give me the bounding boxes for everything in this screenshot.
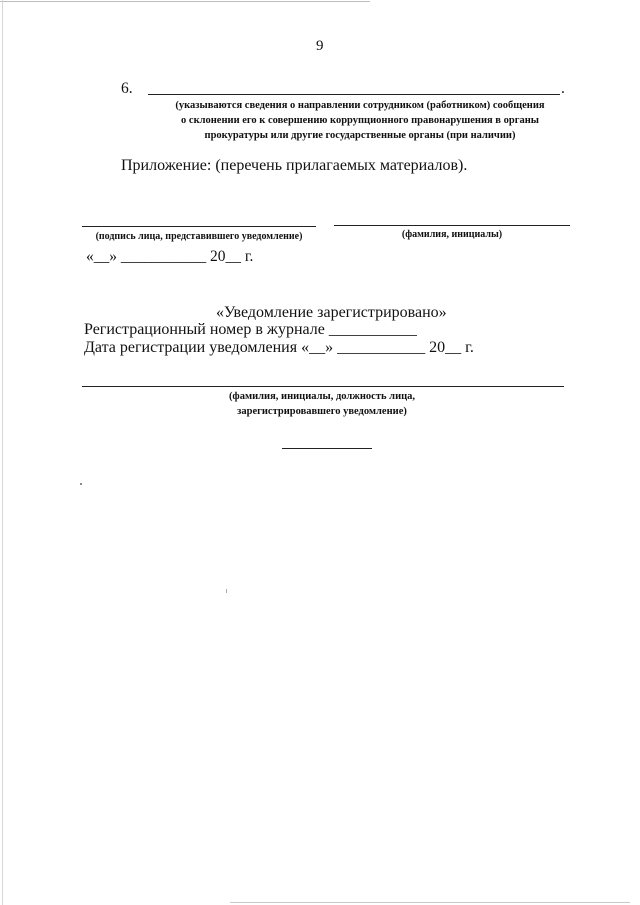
registration-date: Дата регистрации уведомления «__» ___________ 20__ г.	[84, 339, 474, 356]
item6-note-line-3: прокуратуры или другие государственные органы (при наличии)	[204, 130, 516, 141]
end-separator	[282, 448, 372, 449]
registrar-caption-line-1: (фамилия, инициалы, должность лица,	[228, 391, 416, 402]
scan-speck	[226, 589, 227, 593]
registrar-line	[82, 386, 564, 387]
item6-note-line-1: (указываются сведения о направлении сотрудником (работником) сообщения	[175, 100, 545, 111]
name-caption: (фамилия, инициалы)	[401, 229, 503, 240]
signature-date: «__» ___________ 20__ г.	[86, 248, 254, 265]
item6-fill-line	[148, 94, 560, 95]
signature-caption: (подпись лица, представившего уведомление)	[95, 231, 303, 242]
page-number: 9	[316, 38, 324, 54]
scan-top-edge	[0, 1, 370, 2]
item-number: 6.	[121, 80, 133, 97]
journal-number: Регистрационный номер в журнале ___________	[84, 321, 417, 338]
scan-bottom-edge	[230, 902, 630, 903]
item6-note-line-2: о склонении его к совершению коррупционного правонарушения в органы	[181, 115, 539, 126]
scan-left-edge	[2, 0, 3, 905]
attachment-line: Приложение: (перечень прилагаемых материалов).	[121, 157, 468, 174]
item6-trailing-dot: .	[561, 80, 565, 97]
registration-title: «Уведомление зарегистрировано»	[216, 304, 447, 321]
signature-line	[82, 226, 316, 227]
registrar-caption-line-2: зарегистрировавшего уведомление)	[237, 406, 407, 417]
scan-speck	[80, 483, 82, 485]
name-line	[334, 225, 570, 226]
